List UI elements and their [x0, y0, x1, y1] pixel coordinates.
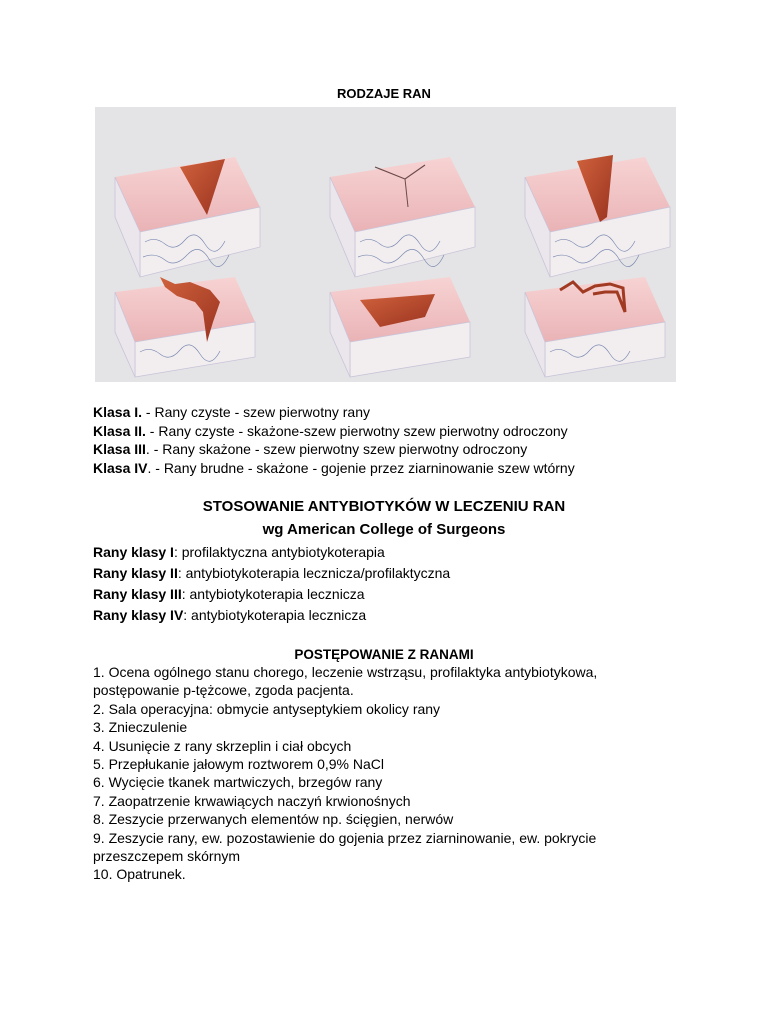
- procedure-step: 3. Znieczulenie: [93, 719, 188, 736]
- antibiotics-item-4: Rany klasy IV: antybiotykoterapia lecznicza: [93, 607, 367, 623]
- procedure-step: 10. Opatrunek.: [93, 866, 186, 883]
- class-item-2: Klasa II. - Rany czyste - skażone-szew pierwotny szew pierwotny odroczony: [93, 422, 568, 439]
- procedure-step: 6. Wycięcie tkanek martwiczych, brzegów rany: [93, 774, 383, 791]
- procedure-step: 5. Przepłukanie jałowym roztworem 0,9% NaCl: [93, 756, 384, 773]
- procedure-heading: POSTĘPOWANIE Z RANAMI: [294, 647, 474, 662]
- procedure-step: 4. Usunięcie z rany skrzeplin i ciał obcych: [93, 737, 352, 754]
- wound-types-illustration-icon: [95, 107, 676, 382]
- procedure-step: 2. Sala operacyjna: obmycie antyseptykiem okolicy rany: [93, 700, 441, 717]
- antibiotics-item-2: Rany klasy II: antybiotykoterapia lecznicza/profilaktyczna: [93, 565, 451, 581]
- antibiotics-item-1: Rany klasy I: profilaktyczna antybiotykoterapia: [93, 544, 385, 560]
- procedure-step: 9. Zeszycie rany, ew. pozostawienie do gojenia przez ziarninowanie, ew. pokrycie przeszczepem skórnym: [93, 829, 597, 865]
- wound-classes-list: [93, 403, 713, 478]
- antibiotics-item-3: Rany klasy III: antybiotykoterapia lecznicza: [93, 586, 365, 602]
- antibiotics-list: [93, 542, 713, 626]
- page-title: RODZAJE RAN: [337, 86, 431, 101]
- antibiotics-heading: STOSOWANIE ANTYBIOTYKÓW W LECZENIU RAN: [202, 498, 566, 515]
- class-item-3: Klasa III. - Rany skażone - szew pierwotny szew pierwotny odroczony: [93, 441, 528, 458]
- procedure-step: 1. Ocena ogólnego stanu chorego, leczenie wstrząsu, profilaktyka antybiotykowa, postępowanie p-tężcowe, zgoda pacjenta.: [93, 664, 598, 699]
- antibiotics-subheading: wg American College of Surgeons: [262, 521, 506, 538]
- class-item-4: Klasa IV. - Rany brudne - skażone - gojenie przez ziarninowanie szew wtórny: [93, 460, 575, 477]
- class-item-1: Klasa I. - Rany czyste - szew pierwotny rany: [93, 404, 370, 420]
- procedure-step: 7. Zaopatrzenie krwawiących naczyń krwionośnych: [93, 792, 411, 809]
- wound-types-figure: [95, 107, 676, 382]
- procedure-step: 8. Zeszycie przerwanych elementów np. ścięgien, nerwów: [93, 811, 454, 828]
- procedure-steps: [93, 663, 653, 884]
